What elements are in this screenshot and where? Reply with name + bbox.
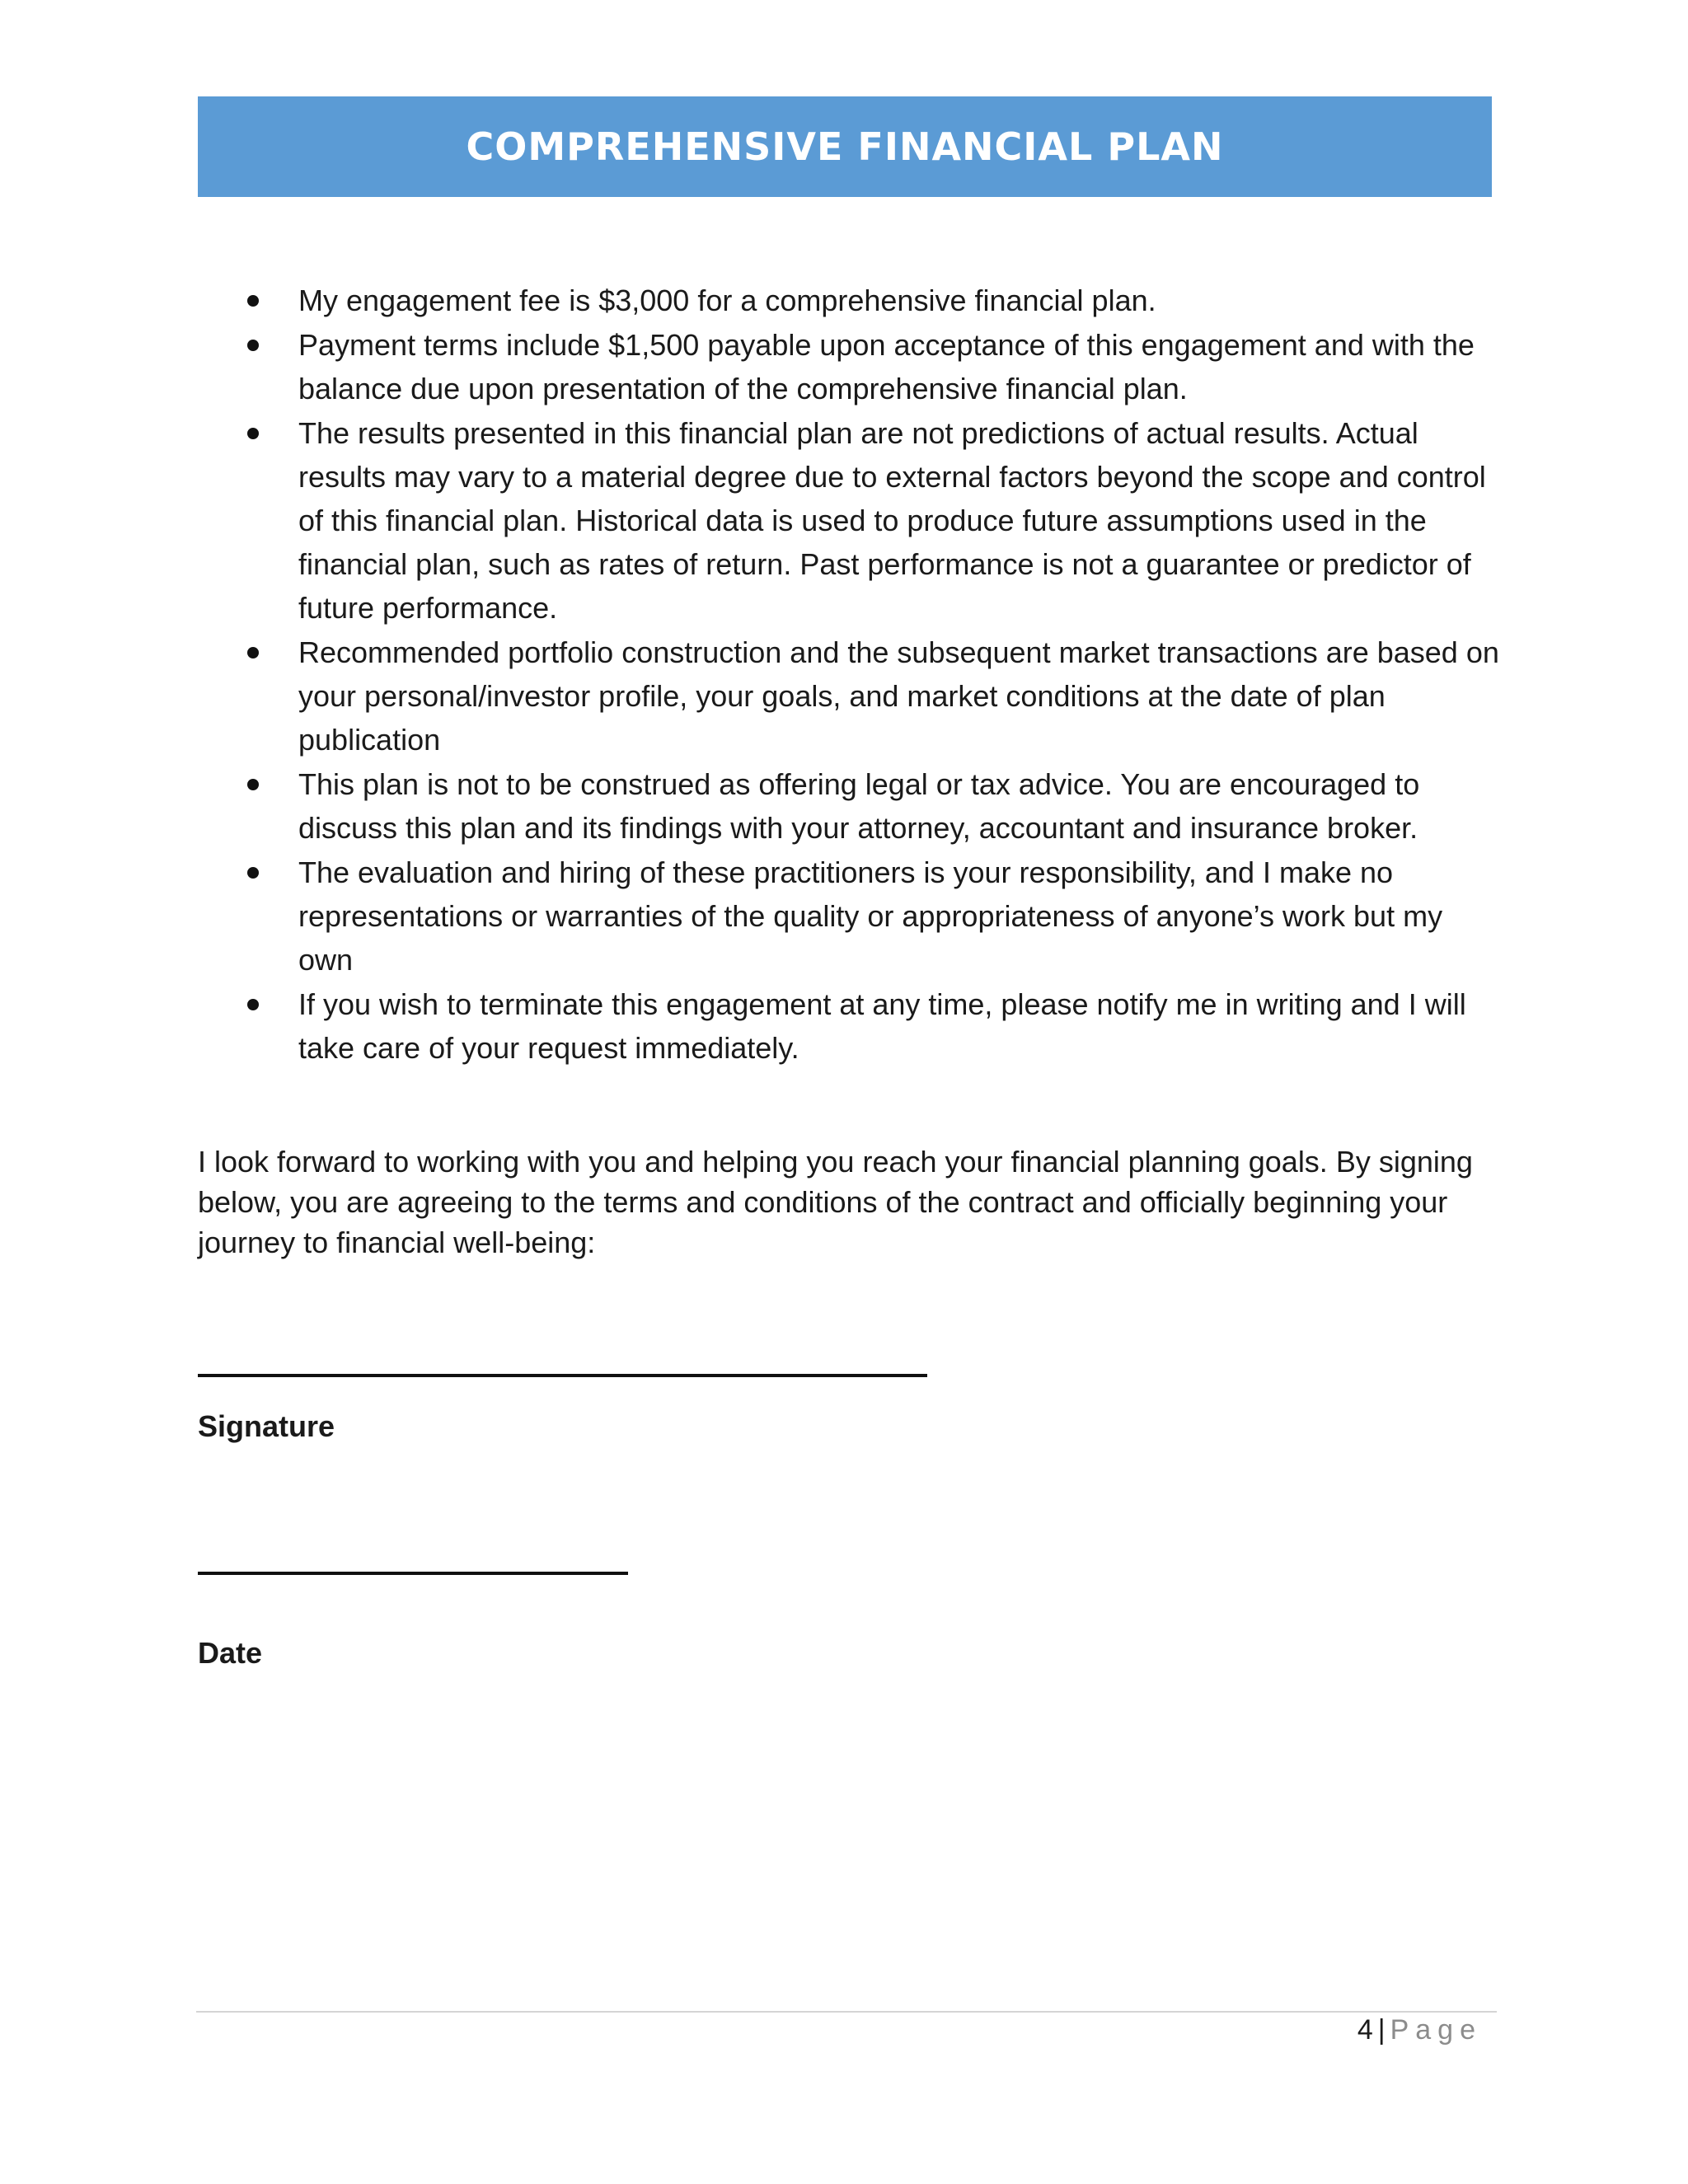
- signature-line: [198, 1374, 927, 1377]
- list-item: [198, 851, 1500, 982]
- list-item: [198, 323, 1500, 410]
- footer-divider: [196, 2011, 1497, 2013]
- term-text: If you wish to terminate this engagement at any time, please notify me in writing and I will take care of your request immediately.: [298, 987, 1466, 1065]
- date-line: [198, 1572, 628, 1575]
- term-text: This plan is not to be construed as offering legal or tax advice. You are encouraged to discuss this plan and its findings with your attorney, accountant and insurance broker.: [298, 767, 1420, 845]
- terms-list: [198, 279, 1500, 1071]
- bullet-icon: [247, 999, 259, 1010]
- page-footer: [1357, 2009, 1482, 2050]
- page-title: COMPREHENSIVE FINANCIAL PLAN: [466, 124, 1224, 169]
- bullet-icon: [247, 295, 259, 307]
- term-text: My engagement fee is $3,000 for a comprehensive financial plan.: [298, 284, 1156, 317]
- list-item: [198, 279, 1500, 322]
- list-item: [198, 411, 1500, 630]
- list-item: [198, 982, 1500, 1070]
- closing-paragraph: I look forward to working with you and helping you reach your financial planning goals. By signing below, you are agreeing to the terms and conditions of the contract and officially beginning your journey to financial well-being:: [198, 1145, 1473, 1259]
- page-number: 4: [1357, 2014, 1373, 2046]
- bullet-icon: [247, 340, 259, 351]
- term-text: Payment terms include $1,500 payable upon acceptance of this engagement and with the balance due upon presentation of the comprehensive financial plan.: [298, 328, 1475, 405]
- term-text: The evaluation and hiring of these practitioners is your responsibility, and I make no representations or warranties of the quality or appropriateness of anyone’s work but my own: [298, 855, 1443, 977]
- list-item: [198, 630, 1500, 762]
- term-text: Recommended portfolio construction and the subsequent market transactions are based on your personal/investor profile, your goals, and market conditions at the date of plan publication: [298, 635, 1499, 757]
- bullet-icon: [247, 867, 259, 879]
- signature-label: Signature: [198, 1409, 335, 1443]
- page-word: Page: [1390, 2014, 1482, 2046]
- title-banner: [198, 96, 1492, 197]
- date-label: Date: [198, 1636, 263, 1670]
- term-text: The results presented in this financial plan are not predictions of actual results. Actual results may vary to a material degree due to external factors beyond the scope and control of this financial plan. Historical data is used to produce future assumptions used in the financial plan, such as rates of return. Past performance is not a guarantee or predictor of future performance.: [298, 416, 1486, 625]
- footer-separator: |: [1377, 2014, 1386, 2046]
- bullet-icon: [247, 779, 259, 790]
- bullet-icon: [247, 428, 259, 439]
- bullet-icon: [247, 647, 259, 658]
- list-item: [198, 762, 1500, 850]
